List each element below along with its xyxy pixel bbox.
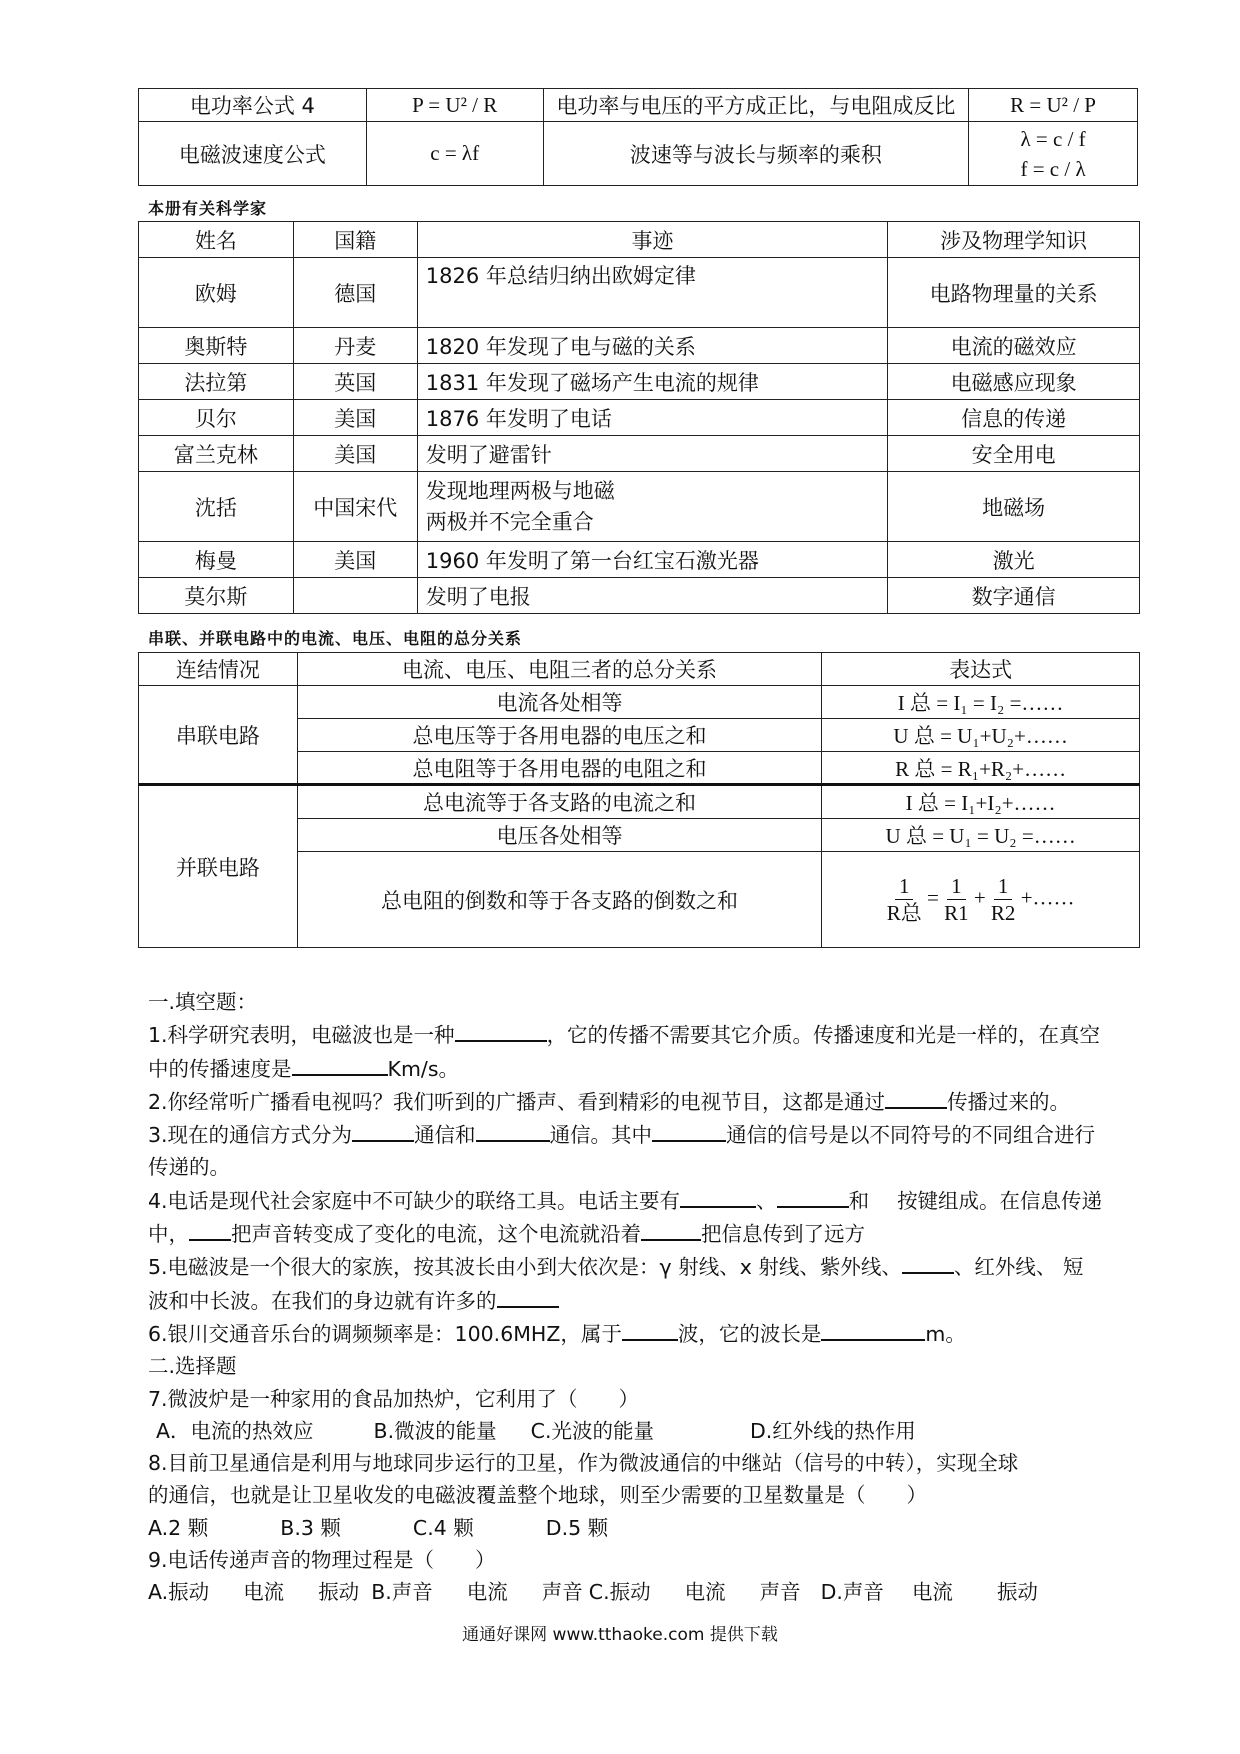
- scientist-name: 欧姆: [139, 258, 294, 328]
- scientist-row: [139, 578, 1140, 614]
- formula-derived: R = U² / P: [969, 89, 1138, 122]
- question-text: 波，它的波长是: [677, 1321, 822, 1346]
- scientists-table: [138, 221, 1140, 614]
- circuit-relation: 电流各处相等: [297, 686, 821, 719]
- fraction: [991, 873, 1016, 926]
- reciprocal-formula: [822, 852, 1140, 948]
- scientist-knowledge: 地磁场: [888, 472, 1140, 542]
- scientist-row: [139, 400, 1140, 436]
- col-header: 姓名: [139, 222, 294, 258]
- option[interactable]: C.光波的能量: [530, 1418, 654, 1443]
- question-text: 通信。其中: [549, 1123, 653, 1148]
- option-word: 声音: [759, 1580, 801, 1605]
- options-line: [148, 1415, 1168, 1447]
- question-text: 2.你经常听广播看电视吗？我们听到的广播声、看到精彩的电视节目，这都是通过: [148, 1089, 886, 1114]
- circuit-table: [138, 652, 1140, 948]
- scientist-deed: 1831 年发现了磁场产生电流的规律: [417, 364, 888, 400]
- parallel-label: 并联电路: [139, 785, 298, 948]
- scientist-knowledge: 激光: [888, 542, 1140, 578]
- options-line: [148, 1512, 1168, 1544]
- scientists-header-row: [139, 222, 1140, 258]
- section-title: 一.填空题：: [148, 990, 258, 1014]
- scientist-knowledge: 电流的磁效应: [888, 328, 1140, 364]
- scientist-name: 奥斯特: [139, 328, 294, 364]
- circuit-expression: I 总 = I₁+I₂+……: [822, 785, 1140, 819]
- scientist-deed-line: 发现地理两极与地磁: [425, 478, 615, 503]
- plus-sign: +: [973, 885, 986, 910]
- question-text: 、: [756, 1188, 777, 1213]
- scientist-knowledge: 电路物理量的关系: [888, 258, 1140, 328]
- question-line: [148, 1052, 1168, 1085]
- question-text: 、红外线、 短: [953, 1255, 1084, 1280]
- option[interactable]: D.5 颗: [545, 1515, 609, 1540]
- col-header: 表达式: [822, 653, 1140, 686]
- circuit-heading: 串联、并联电路中的电流、电压、电阻的总分关系: [148, 629, 523, 648]
- section-title: 二.选择题: [148, 1354, 237, 1379]
- option[interactable]: B.声音: [371, 1580, 433, 1605]
- answer-blank[interactable]: [497, 1284, 559, 1308]
- formula-row: [139, 122, 1138, 186]
- option-word: 电流: [243, 1580, 285, 1605]
- question-text: m。: [925, 1321, 966, 1346]
- question-text: 按键组成。在信息传递: [897, 1188, 1103, 1213]
- answer-blank[interactable]: [821, 1317, 925, 1341]
- scientist-country: [293, 578, 417, 614]
- formula-name: 电功率公式 4: [139, 89, 367, 122]
- question-line: [148, 1085, 1168, 1118]
- answer-blank[interactable]: [777, 1184, 849, 1208]
- formula-name: 电磁波速度公式: [139, 122, 367, 186]
- scientist-knowledge: 数字通信: [888, 578, 1140, 614]
- question-line: 传递的。: [148, 1155, 230, 1180]
- circuit-row: [139, 785, 1140, 819]
- question-line: 的通信，也就是让卫星收发的电磁波覆盖整个地球，则至少需要的卫星数量是（ ）: [148, 1483, 927, 1508]
- equals-sign: =: [926, 885, 939, 910]
- scientist-deed: 1826 年总结归纳出欧姆定律: [417, 258, 888, 328]
- option[interactable]: A.2 颗: [148, 1515, 209, 1540]
- question-text: 通信和: [414, 1123, 476, 1148]
- question-text: ，它的传播不需要其它介质。传播速度和光是一样的，在真空: [546, 1023, 1101, 1048]
- option[interactable]: C.4 颗: [412, 1515, 474, 1540]
- fraction-numerator: 1: [895, 873, 914, 900]
- scientist-deed: [417, 472, 888, 542]
- question-text: 波和中长波。在我们的身边就有许多的: [148, 1288, 497, 1313]
- scientist-row: [139, 472, 1140, 542]
- formula-row: [139, 89, 1138, 122]
- scientist-row: [139, 542, 1140, 578]
- fraction-tail: +……: [1020, 885, 1075, 910]
- answer-blank[interactable]: [885, 1085, 947, 1109]
- answer-blank[interactable]: [680, 1184, 756, 1208]
- series-label: 串联电路: [139, 686, 298, 785]
- formula-expression: P = U² / R: [366, 89, 543, 122]
- scientist-name: 梅曼: [139, 542, 294, 578]
- question-line: [148, 1317, 1168, 1350]
- answer-blank[interactable]: [455, 1018, 547, 1042]
- question-text: 中，: [148, 1222, 189, 1247]
- formula-derived-line: f = c / λ: [1020, 156, 1086, 181]
- circuit-expression: R 总 = R₁+R₂+……: [822, 752, 1140, 785]
- scientist-knowledge: 信息的传递: [888, 400, 1140, 436]
- answer-blank[interactable]: [476, 1118, 550, 1142]
- option[interactable]: B.微波的能量: [373, 1418, 497, 1443]
- option-word: 声音: [541, 1580, 583, 1605]
- fraction: [887, 873, 922, 926]
- answer-blank[interactable]: [189, 1217, 231, 1241]
- answer-blank[interactable]: [292, 1052, 388, 1076]
- scientist-name: 法拉第: [139, 364, 294, 400]
- question-text: 中的传播速度是: [148, 1056, 292, 1081]
- formula-derived-line: λ = c / f: [1020, 126, 1086, 151]
- question-line: 9.电话传递声音的物理过程是（ ）: [148, 1548, 496, 1573]
- question-line: [148, 1250, 1168, 1283]
- formula-expression: c = λf: [366, 122, 543, 186]
- option[interactable]: D.红外线的热作用: [749, 1418, 916, 1443]
- question-text: 3.现在的通信方式分为: [148, 1123, 353, 1148]
- question-text: 把信息传到了远方: [701, 1222, 865, 1247]
- answer-blank[interactable]: [622, 1317, 678, 1341]
- scientist-country: 美国: [293, 436, 417, 472]
- question-text: 把声音转变成了变化的电流，这个电流就沿着: [231, 1222, 641, 1247]
- scientist-deed-line: 两极并不完全重合: [425, 509, 594, 534]
- scientist-deed: 1876 年发明了电话: [417, 400, 888, 436]
- question-text: 传播过来的。: [947, 1089, 1071, 1114]
- question-text: Km/s。: [387, 1056, 459, 1081]
- fraction-numerator: 1: [994, 873, 1013, 900]
- option-word: 电流: [911, 1580, 953, 1605]
- scientist-row: [139, 258, 1140, 328]
- fraction-denominator: R1: [944, 901, 969, 925]
- scientist-country: 英国: [293, 364, 417, 400]
- scientist-deed: 1960 年发明了第一台红宝石激光器: [417, 542, 888, 578]
- fraction: [944, 873, 969, 926]
- scientist-row: [139, 328, 1140, 364]
- circuit-relation: 电压各处相等: [297, 819, 821, 852]
- scientists-heading: 本册有关科学家: [148, 199, 268, 218]
- scientist-knowledge: 安全用电: [888, 436, 1140, 472]
- fraction-numerator: 1: [947, 873, 966, 900]
- scientist-deed: 1820 年发现了电与磁的关系: [417, 328, 888, 364]
- col-header: 国籍: [293, 222, 417, 258]
- fraction-denominator: R2: [990, 901, 1016, 925]
- option[interactable]: C.振动: [588, 1580, 651, 1605]
- question-text: 4.电话是现代社会家庭中不可缺少的联络工具。电话主要有: [148, 1188, 681, 1213]
- question-line: 7.微波炉是一种家用的食品加热炉，它利用了（ ）: [148, 1386, 640, 1411]
- circuit-relation: 总电阻等于各用电器的电阻之和: [297, 752, 821, 785]
- option-word: 电流: [684, 1580, 726, 1605]
- question-text: 和: [848, 1188, 870, 1213]
- question-line: 8.目前卫星通信是利用与地球同步运行的卫星，作为微波通信的中继站（信号的中转），实现全球: [148, 1451, 1019, 1476]
- answer-blank[interactable]: [641, 1217, 701, 1241]
- scientist-name: 贝尔: [139, 400, 294, 436]
- option[interactable]: D.声音: [820, 1580, 884, 1605]
- scientist-country: 中国宋代: [293, 472, 417, 542]
- question-text: 通信的信号是以不同符号的不同组合进行: [726, 1123, 1096, 1148]
- col-header: 涉及物理学知识: [888, 222, 1140, 258]
- formula-meaning: 波速等与波长与频率的乘积: [543, 122, 969, 186]
- answer-blank[interactable]: [652, 1118, 726, 1142]
- circuit-header-row: [139, 653, 1140, 686]
- quiz-section: [148, 986, 1168, 1609]
- col-header: 电流、电压、电阻三者的总分关系: [297, 653, 821, 686]
- question-line: [148, 1184, 1168, 1217]
- scientist-country: 美国: [293, 542, 417, 578]
- circuit-relation: 总电阻的倒数和等于各支路的倒数之和: [297, 852, 821, 948]
- question-text: 1.科学研究表明，电磁波也是一种: [148, 1023, 455, 1048]
- formula-table: [138, 88, 1138, 186]
- col-header: 连结情况: [139, 653, 298, 686]
- circuit-expression: I 总 = I₁ = I₂ =……: [822, 686, 1140, 719]
- option[interactable]: B.3 颗: [280, 1515, 341, 1540]
- col-header: 事迹: [417, 222, 888, 258]
- formula-meaning: 电功率与电压的平方成正比，与电阻成反比: [543, 89, 969, 122]
- option-word: 振动: [318, 1580, 360, 1605]
- scientist-name: 莫尔斯: [139, 578, 294, 614]
- circuit-expression: U 总 = U₁+U₂+……: [822, 719, 1140, 752]
- options-line: [148, 1576, 1168, 1608]
- option-word: 振动: [996, 1580, 1038, 1605]
- question-line: [148, 1118, 1168, 1151]
- option[interactable]: A．电流的热效应: [156, 1418, 314, 1443]
- fraction-denominator: R总: [886, 901, 922, 925]
- question-line: [148, 1217, 1168, 1250]
- scientist-row: [139, 364, 1140, 400]
- question-text: 5.电磁波是一个很大的家族，按其波长由小到大依次是：γ 射线、x 射线、紫外线、: [148, 1255, 902, 1280]
- scientist-knowledge: 电磁感应现象: [888, 364, 1140, 400]
- scientist-deed: 发明了避雷针: [417, 436, 888, 472]
- scientist-name: 沈括: [139, 472, 294, 542]
- question-text: 6.银川交通音乐台的调频频率是：100.6MHZ，属于: [148, 1321, 622, 1346]
- scientist-country: 丹麦: [293, 328, 417, 364]
- option[interactable]: A.振动: [148, 1580, 210, 1605]
- circuit-expression: U 总 = U₁ = U₂ =……: [822, 819, 1140, 852]
- scientist-country: 美国: [293, 400, 417, 436]
- scientist-name: 富兰克林: [139, 436, 294, 472]
- scientist-deed: 发明了电报: [417, 578, 888, 614]
- circuit-relation: 总电压等于各用电器的电压之和: [297, 719, 821, 752]
- question-line: [148, 1284, 1168, 1317]
- circuit-relation: 总电流等于各支路的电流之和: [297, 785, 821, 819]
- option-word: 电流: [466, 1580, 508, 1605]
- page-footer: 通通好课网 www.tthaoke.com 提供下载: [462, 1625, 778, 1645]
- answer-blank[interactable]: [352, 1118, 414, 1142]
- question-line: [148, 1018, 1168, 1051]
- scientist-country: 德国: [293, 258, 417, 328]
- formula-derived: [969, 122, 1138, 186]
- scientist-row: [139, 436, 1140, 472]
- answer-blank[interactable]: [902, 1250, 954, 1274]
- circuit-row: [139, 686, 1140, 719]
